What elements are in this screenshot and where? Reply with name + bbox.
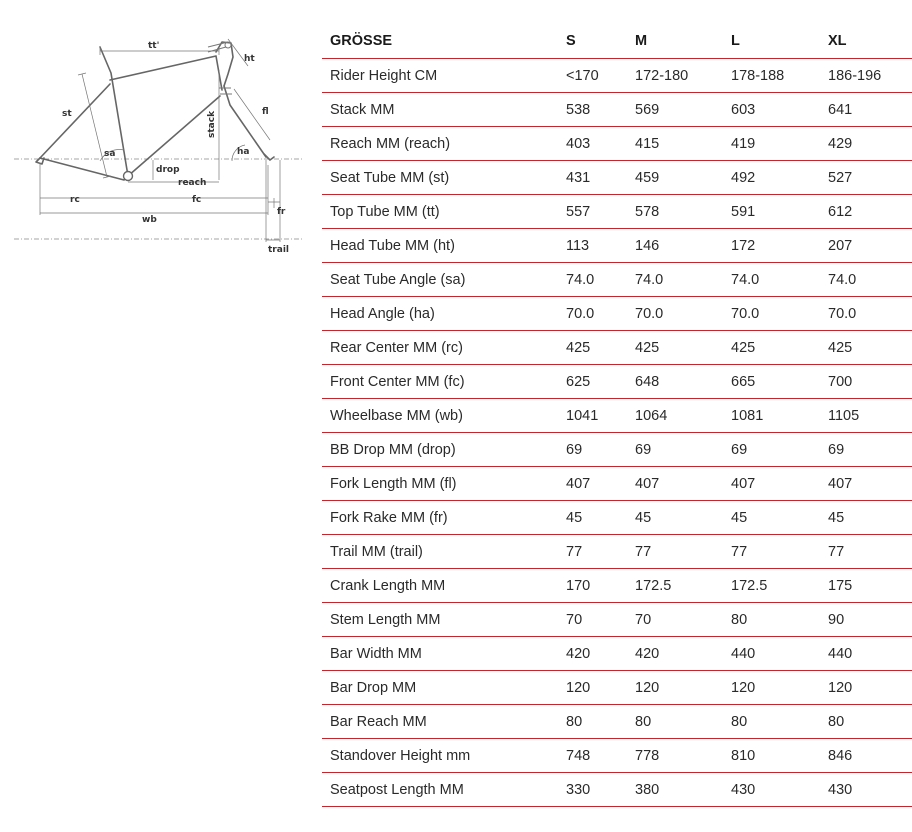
cell-value: 407 bbox=[558, 467, 627, 501]
cell-value: 429 bbox=[820, 127, 912, 161]
cell-value: 415 bbox=[627, 127, 723, 161]
label-fl: fl bbox=[262, 107, 269, 117]
cell-value: 70.0 bbox=[820, 297, 912, 331]
label-ha: ha bbox=[237, 147, 250, 157]
label-tt: tt' bbox=[148, 41, 160, 51]
cell-value: 459 bbox=[627, 161, 723, 195]
table-row bbox=[322, 229, 912, 263]
table-row bbox=[322, 399, 912, 433]
cell-value: 810 bbox=[723, 739, 820, 773]
cell-value: 665 bbox=[723, 365, 820, 399]
cell-value: 612 bbox=[820, 195, 912, 229]
cell-value: 70 bbox=[558, 603, 627, 637]
cell-value: 527 bbox=[820, 161, 912, 195]
row-label: Head Tube MM (ht) bbox=[322, 229, 558, 263]
row-label: Fork Length MM (fl) bbox=[322, 467, 558, 501]
geometry-table bbox=[322, 24, 912, 807]
table-row bbox=[322, 671, 912, 705]
header-size: GRÖSSE bbox=[322, 24, 558, 59]
label-trail: trail bbox=[268, 245, 289, 255]
top-tube bbox=[110, 56, 222, 90]
table-row bbox=[322, 297, 912, 331]
row-label: Reach MM (reach) bbox=[322, 127, 558, 161]
cell-value: 492 bbox=[723, 161, 820, 195]
header-xl: XL bbox=[820, 24, 912, 59]
table-row bbox=[322, 569, 912, 603]
label-drop: drop bbox=[156, 165, 180, 175]
cell-value: 77 bbox=[558, 535, 627, 569]
cell-value: 538 bbox=[558, 93, 627, 127]
row-label: Seat Tube MM (st) bbox=[322, 161, 558, 195]
table-row bbox=[322, 467, 912, 501]
cell-value: 425 bbox=[558, 331, 627, 365]
cell-value: 430 bbox=[723, 773, 820, 807]
cell-value: 330 bbox=[558, 773, 627, 807]
cell-value: 70.0 bbox=[723, 297, 820, 331]
cell-value: 172.5 bbox=[627, 569, 723, 603]
row-label: Fork Rake MM (fr) bbox=[322, 501, 558, 535]
cell-value: 186-196 bbox=[820, 59, 912, 93]
cell-value: 77 bbox=[820, 535, 912, 569]
table-row bbox=[322, 263, 912, 297]
cell-value: 80 bbox=[627, 705, 723, 739]
label-stack: stack bbox=[207, 110, 217, 138]
cell-value: 45 bbox=[723, 501, 820, 535]
cell-value: 80 bbox=[558, 705, 627, 739]
cell-value: 569 bbox=[627, 93, 723, 127]
header-m: M bbox=[627, 24, 723, 59]
cell-value: 419 bbox=[723, 127, 820, 161]
header-l: L bbox=[723, 24, 820, 59]
cell-value: 172-180 bbox=[627, 59, 723, 93]
table-row bbox=[322, 195, 912, 229]
row-label: Bar Width MM bbox=[322, 637, 558, 671]
cell-value: 425 bbox=[627, 331, 723, 365]
rc-dimension bbox=[40, 163, 128, 215]
cell-value: 69 bbox=[627, 433, 723, 467]
cell-value: 1105 bbox=[820, 399, 912, 433]
cell-value: 578 bbox=[627, 195, 723, 229]
label-st: st bbox=[62, 109, 72, 119]
chain-stay bbox=[40, 158, 128, 180]
row-label: Head Angle (ha) bbox=[322, 297, 558, 331]
table-body bbox=[322, 59, 912, 807]
cell-value: 557 bbox=[558, 195, 627, 229]
cell-value: 1081 bbox=[723, 399, 820, 433]
cell-value: 748 bbox=[558, 739, 627, 773]
row-label: Seatpost Length MM bbox=[322, 773, 558, 807]
cell-value: 69 bbox=[820, 433, 912, 467]
cell-value: 120 bbox=[820, 671, 912, 705]
cell-value: 403 bbox=[558, 127, 627, 161]
row-label: Bar Reach MM bbox=[322, 705, 558, 739]
row-label: Top Tube MM (tt) bbox=[322, 195, 558, 229]
row-label: Seat Tube Angle (sa) bbox=[322, 263, 558, 297]
row-label: Wheelbase MM (wb) bbox=[322, 399, 558, 433]
cell-value: 778 bbox=[627, 739, 723, 773]
cell-value: 175 bbox=[820, 569, 912, 603]
cell-value: 120 bbox=[558, 671, 627, 705]
cell-value: 407 bbox=[820, 467, 912, 501]
cell-value: 178-188 bbox=[723, 59, 820, 93]
row-label: Crank Length MM bbox=[322, 569, 558, 603]
row-label: Standover Height mm bbox=[322, 739, 558, 773]
table-row bbox=[322, 161, 912, 195]
cell-value: 80 bbox=[723, 705, 820, 739]
label-wb: wb bbox=[142, 215, 157, 225]
cell-value: <170 bbox=[558, 59, 627, 93]
cell-value: 380 bbox=[627, 773, 723, 807]
cell-value: 440 bbox=[723, 637, 820, 671]
cell-value: 1041 bbox=[558, 399, 627, 433]
cell-value: 74.0 bbox=[627, 263, 723, 297]
row-label: Stem Length MM bbox=[322, 603, 558, 637]
cell-value: 70.0 bbox=[558, 297, 627, 331]
cell-value: 45 bbox=[558, 501, 627, 535]
label-sa: sa bbox=[104, 149, 116, 159]
cell-value: 45 bbox=[627, 501, 723, 535]
cell-value: 170 bbox=[558, 569, 627, 603]
table-row bbox=[322, 603, 912, 637]
table-row bbox=[322, 637, 912, 671]
tt-dimension bbox=[100, 47, 219, 55]
cell-value: 69 bbox=[723, 433, 820, 467]
table-row bbox=[322, 93, 912, 127]
cell-value: 45 bbox=[820, 501, 912, 535]
cell-value: 77 bbox=[723, 535, 820, 569]
label-rc: rc bbox=[70, 195, 80, 205]
cell-value: 120 bbox=[627, 671, 723, 705]
fc-dimension bbox=[128, 165, 268, 215]
row-label: Front Center MM (fc) bbox=[322, 365, 558, 399]
cell-value: 74.0 bbox=[723, 263, 820, 297]
table-row bbox=[322, 535, 912, 569]
cell-value: 431 bbox=[558, 161, 627, 195]
cell-value: 120 bbox=[723, 671, 820, 705]
cell-value: 70.0 bbox=[627, 297, 723, 331]
table-row bbox=[322, 365, 912, 399]
cell-value: 407 bbox=[627, 467, 723, 501]
table-row bbox=[322, 773, 912, 807]
table-header-row bbox=[322, 24, 912, 59]
cell-value: 70 bbox=[627, 603, 723, 637]
cell-value: 846 bbox=[820, 739, 912, 773]
cell-value: 146 bbox=[627, 229, 723, 263]
cell-value: 80 bbox=[723, 603, 820, 637]
table-row bbox=[322, 331, 912, 365]
table-row bbox=[322, 59, 912, 93]
cell-value: 1064 bbox=[627, 399, 723, 433]
cell-value: 74.0 bbox=[558, 263, 627, 297]
table-row bbox=[322, 705, 912, 739]
row-label: Bar Drop MM bbox=[322, 671, 558, 705]
cell-value: 74.0 bbox=[820, 263, 912, 297]
row-label: Rear Center MM (rc) bbox=[322, 331, 558, 365]
row-label: Trail MM (trail) bbox=[322, 535, 558, 569]
label-fr: fr bbox=[277, 207, 286, 217]
cell-value: 648 bbox=[627, 365, 723, 399]
row-label: Stack MM bbox=[322, 93, 558, 127]
cell-value: 700 bbox=[820, 365, 912, 399]
cell-value: 207 bbox=[820, 229, 912, 263]
cell-value: 425 bbox=[723, 331, 820, 365]
cell-value: 90 bbox=[820, 603, 912, 637]
label-reach: reach bbox=[178, 178, 207, 188]
frame-geometry-diagram bbox=[12, 30, 302, 260]
cell-value: 425 bbox=[820, 331, 912, 365]
table-row bbox=[322, 433, 912, 467]
bottom-bracket bbox=[124, 172, 133, 181]
cell-value: 172.5 bbox=[723, 569, 820, 603]
table-row bbox=[322, 127, 912, 161]
cell-value: 77 bbox=[627, 535, 723, 569]
cell-value: 641 bbox=[820, 93, 912, 127]
table-row bbox=[322, 501, 912, 535]
cell-value: 113 bbox=[558, 229, 627, 263]
cell-value: 420 bbox=[627, 637, 723, 671]
cell-value: 430 bbox=[820, 773, 912, 807]
cell-value: 172 bbox=[723, 229, 820, 263]
cell-value: 591 bbox=[723, 195, 820, 229]
cell-value: 80 bbox=[820, 705, 912, 739]
row-label: Rider Height CM bbox=[322, 59, 558, 93]
label-ht: ht bbox=[244, 54, 255, 64]
cell-value: 603 bbox=[723, 93, 820, 127]
cell-value: 69 bbox=[558, 433, 627, 467]
cell-value: 440 bbox=[820, 637, 912, 671]
cell-value: 420 bbox=[558, 637, 627, 671]
cell-value: 625 bbox=[558, 365, 627, 399]
label-fc: fc bbox=[192, 195, 202, 205]
header-s: S bbox=[558, 24, 627, 59]
cell-value: 407 bbox=[723, 467, 820, 501]
table-row bbox=[322, 739, 912, 773]
row-label: BB Drop MM (drop) bbox=[322, 433, 558, 467]
